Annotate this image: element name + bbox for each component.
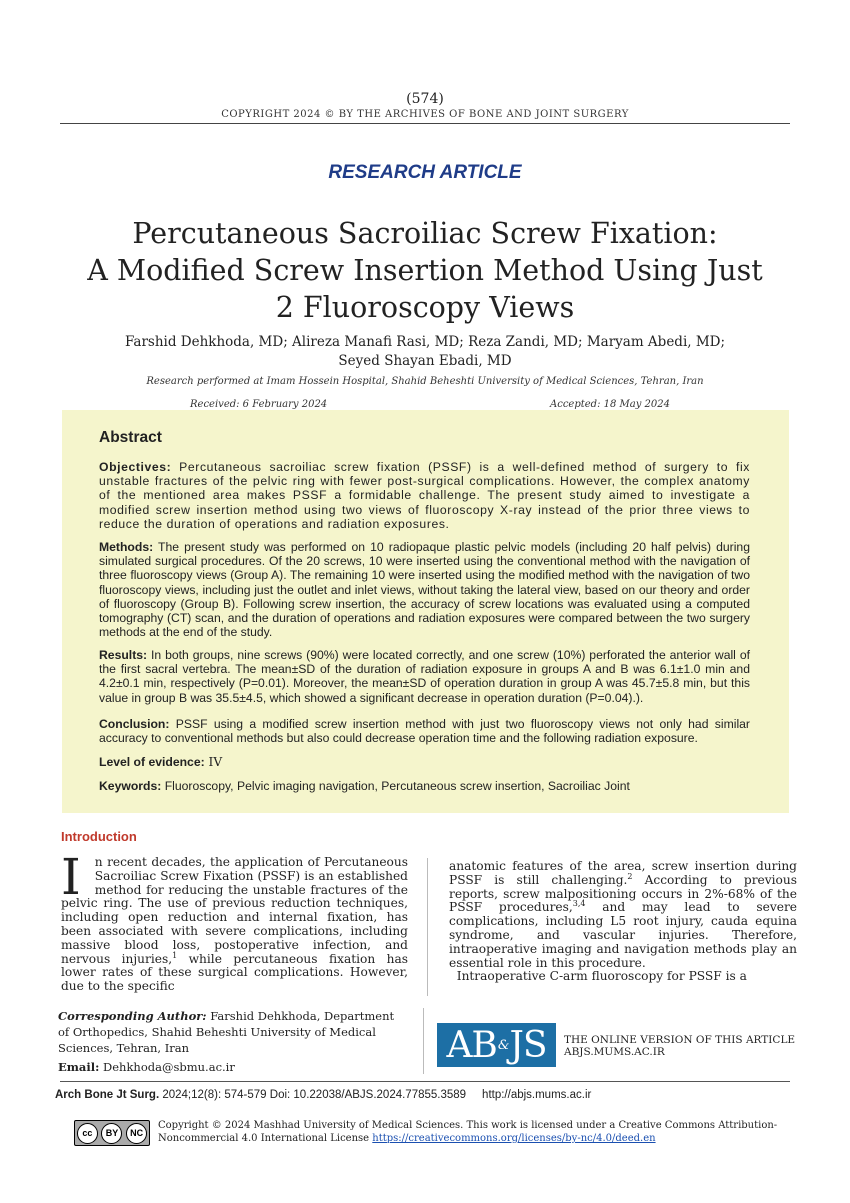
- authors-line: Farshid Dehkhoda, MD; Alireza Manafi Rasi, MD; Reza Zandi, MD; Maryam Abedi, MD;: [124, 334, 726, 350]
- header-rule: [60, 123, 790, 124]
- abstract-heading: Abstract: [99, 429, 162, 446]
- abstract-level-of-evidence: [99, 755, 750, 769]
- article-title: [60, 215, 790, 326]
- affiliation: Research performed at Imam Hossein Hospital, Shahid Beheshti University of Medical Sciences, Tehran, Iran: [146, 376, 704, 387]
- intro-text: anatomic features of the area, screw insertion during PSSF is still challenging.: [449, 859, 797, 887]
- intro-text: and may lead to severe complications, including L5 root injury, cauda equina syndrome, and vascular injuries. Therefore, intraoperative imaging and navigation methods play an essential role in this procedure.: [449, 900, 798, 970]
- corresponding-label: Corresponding Author:: [58, 1009, 207, 1023]
- received-date: Received: 6 February 2024: [190, 399, 328, 410]
- drop-cap: I: [61, 848, 81, 906]
- license-link[interactable]: https://creativecommons.org/licenses/by-nc/4.0/deed.en: [372, 1133, 656, 1144]
- title-line: A Modified Screw Insertion Method Using Just: [87, 254, 763, 287]
- footer-divider: [423, 1008, 424, 1074]
- abjs-logo: AB & JS: [437, 1023, 556, 1067]
- reference-marker: 2: [627, 871, 633, 881]
- title-line: 2 Fluoroscopy Views: [275, 291, 575, 324]
- abstract-keywords: [99, 779, 750, 793]
- email-line: [58, 1060, 235, 1074]
- online-note-url[interactable]: ABJS.MUMS.AC.IR: [564, 1046, 665, 1058]
- corresponding-text: Farshid Dehkhoda, Department of Orthopedics, Shahid Beheshti University of Medical Sciences, Tehran, Iran: [58, 1009, 395, 1055]
- citation-line: [55, 1089, 591, 1101]
- reference-marker: 1: [172, 950, 178, 960]
- methods-text: The present study was performed on 10 radiopaque plastic pelvic models (including 20 half pelvis) during simulated surgical procedures. Of the 20 screws, 10 were inserted using the conventional method with the navigation of three fluoroscopy views (Group A). The remaining 10 were inserted using the modified method with the navigation of two fluoroscopy views, including just the outlet and inlet views, without taking the lateral view, based on our theory and order of fluoroscopy (Group B). Following screw insertion, the accuracy of screw locations was evaluated using a computed tomography (CT) scan, and the duration of operations and radiation exposures were compared between the two surgery methods at the end of the study.: [99, 540, 750, 640]
- title-line: Percutaneous Sacroiliac Screw Fixation:: [132, 217, 718, 250]
- abstract-methods: [99, 540, 750, 639]
- nc-icon: NC: [126, 1123, 147, 1144]
- page-number: (574): [406, 91, 444, 107]
- abstract-objectives: [99, 460, 750, 531]
- intro-text: Intraoperative C-arm fluoroscopy for PSSF is a: [456, 969, 747, 984]
- footer-rule: [60, 1081, 790, 1082]
- objectives-text: Percutaneous sacroiliac screw fixation (PSSF) is a well-defined method of surgery to fix unstable fractures of the pelvic ring with fewer post-surgical complications. However, the complex anatomy of the mentioned area makes PSSF a formidable challenge. The present study aimed to investigate a modified screw insertion method using two views of fluoroscopy X-ray instead of the prior three views to reduce the duration of operations and radiation exposures.: [99, 460, 750, 531]
- journal-abbrev: Arch Bone Jt Surg.: [55, 1089, 160, 1101]
- license-text: Copyright © 2024 Mashhad University of Medical Sciences. This work is licensed under a Creative Commons Attribution-Noncommercial 4.0 International License https://creativecommons.org/licenses/by-nc/4.0/deed.en: [158, 1120, 778, 1144]
- abstract-conclusion: [99, 717, 750, 745]
- introduction-left-column: [61, 848, 409, 994]
- corresponding-author: [58, 1008, 408, 1056]
- results-text: In both groups, nine screws (90%) were located correctly, and one screw (10%) perforated the anterior wall of the first sacral vertebra. The mean±SD of the duration of radiation exposure in groups A and B was 6.1±1.0 min and 4.2±0.1 min, respectively (P=0.01). Moreover, the mean±SD of operation duration in group A was 45.7±5.8 min, but this value in group B was 35.5±4.5, which showed a significant decrease in operation duration (P=0.04).).: [99, 648, 750, 705]
- authors-line: Seyed Shayan Ebadi, MD: [338, 353, 512, 369]
- cc-license-icon: [74, 1120, 150, 1146]
- keywords-text: Fluoroscopy, Pelvic imaging navigation, Percutaneous screw insertion, Sacroiliac Joint: [161, 779, 630, 793]
- abstract-results: [99, 648, 750, 705]
- level-label: Level of evidence:: [99, 755, 205, 769]
- online-version-note: [564, 1034, 795, 1058]
- introduction-right-column: [449, 860, 797, 984]
- introduction-heading: Introduction: [61, 829, 137, 844]
- authors: [60, 333, 790, 371]
- conclusion-label: Conclusion:: [99, 717, 170, 731]
- copyright-header: COPYRIGHT 2024 © BY THE ARCHIVES OF BONE AND JOINT SURGERY: [221, 109, 629, 120]
- intro-text: while percutaneous fixation has lower rates of these surgical complications. However, due to the specific: [61, 951, 409, 994]
- email-label: Email:: [58, 1060, 100, 1074]
- column-divider: [427, 858, 428, 996]
- methods-label: Methods:: [99, 540, 154, 554]
- objectives-label: Objectives:: [99, 460, 172, 474]
- article-type: RESEARCH ARTICLE: [328, 162, 522, 183]
- citation-details: 2024;12(8): 574-579 Doi: 10.22038/ABJS.2024.77855.3589: [159, 1089, 467, 1101]
- cc-icon: cc: [77, 1123, 98, 1144]
- intro-text: n recent decades, the application of Percutaneous Sacroiliac Screw Fixation (PSSF) is an established method for reducing the unstable fractures of the pelvic ring. The use of previous reduction techniques, including open reduction and internal fixation, has been associated with severe complications, including massive blood loss, postoperative infection, and nervous injuries,: [61, 855, 408, 966]
- results-label: Results:: [99, 648, 148, 662]
- email-address[interactable]: Dehkhoda@sbmu.ac.ir: [99, 1060, 235, 1074]
- reference-marker: 3,4: [572, 899, 586, 909]
- intro-text: According to previous reports, screw malpositioning occurs in 2%-68% of the PSSF procedures,: [449, 872, 797, 915]
- level-value: IV: [204, 755, 223, 769]
- accepted-date: Accepted: 18 May 2024: [550, 399, 671, 410]
- conclusion-text: PSSF using a modified screw insertion method with just two fluoroscopy views not only had similar accuracy to conventional methods but also could decrease operation time and the following radiation exposure.: [99, 717, 750, 746]
- by-icon: BY: [101, 1123, 122, 1144]
- keywords-label: Keywords:: [99, 779, 162, 793]
- online-note-line: THE ONLINE VERSION OF THIS ARTICLE: [564, 1034, 796, 1046]
- journal-url[interactable]: http://abjs.mums.ac.ir: [482, 1089, 592, 1101]
